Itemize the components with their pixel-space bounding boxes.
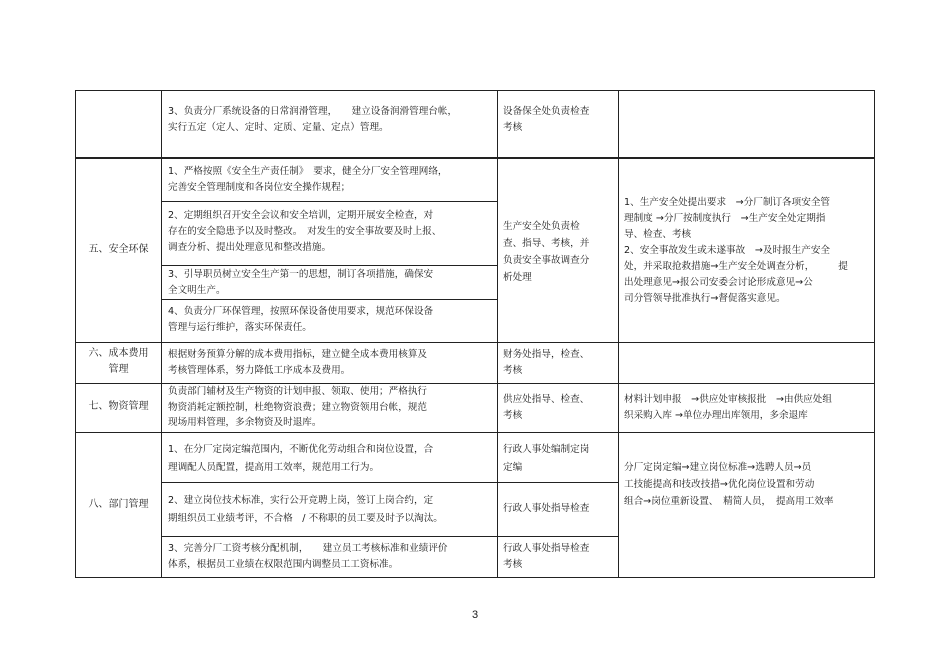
safety-duty-4: 4、负责分厂环保管理，按照环保设备使用要求，规范环保设备 管理与运行维护，落实环保责任。 <box>168 306 434 333</box>
equipment-lubrication-duty: 3、负责分厂系统设备的日常润滑管理， 建立设备润滑管理台帐， 实行五定（定人、定时、定质、定量、定点）管理。 <box>168 106 458 133</box>
dept-duty-2: 2、建立岗位技术标准，实行公开竞聘上岗，签订上岗合约，定 期组织员工业绩考评，不合格 / 不称职的员工要及时予以淘汰。 <box>168 495 443 524</box>
dept-duty-1: 1、在分厂定岗定编范围内，不断优化劳动组合和岗位设置，合 理调配人员配置，提高用工效率，规范用工行为。 <box>168 444 434 473</box>
cost-duty: 根据财务预算分解的成本费用指标，建立健全成本费用核算及 考核管理体系，努力降低工序成本及费用。 <box>168 349 428 376</box>
material-check: 供应处指导、检查、 考核 <box>503 394 590 421</box>
equipment-lubrication-check: 设备保全处负责检查 考核 <box>503 106 590 133</box>
safety-flow: 1、生产安全处提出要求 →分厂制订各项安全管 理制度 →分厂按制度执行 →生产安全处定期指 导、检查、考核 2、安全事故发生或未遂事故 →及时报生产安全 处，并采取抢救措施→生产安全处调查分析， 提 出处理意见→报公司安委会讨论形成意见→公 司分管领导批准执行→督促落实意见。 <box>624 197 848 304</box>
material-flow: 材料计划申报 →供应处审核报批 →由供应处组 织采购入库 →单位办理出库领用，多余退库 <box>624 394 832 421</box>
page-number: 3 <box>471 609 479 621</box>
dept-check-3: 行政人事处指导检查 考核 <box>503 543 590 570</box>
dept-flow: 分厂定岗定编→建立岗位标准→选聘人员→员 工技能提高和技改技措→优化岗位设置和劳动 组合→岗位重新设置、 精简人员， 提高用工效率 <box>624 462 834 507</box>
safety-duty-2: 2、定期组织召开安全会议和安全培训，定期开展安全检查，对 存在的安全隐患予以及时整改。 对发生的安全事故要及时上报、 调查分析、提出处理意见和整改措施。 <box>168 210 442 253</box>
section-label-material: 七、物资管理 <box>88 401 149 412</box>
safety-duty-1: 1、严格按照《安全生产责任制》 要求，健全分厂安全管理网络， 完善安全管理制度和各岗位安全操作规程； <box>168 166 448 193</box>
section-label-safety: 五、安全环保 <box>88 244 149 255</box>
cost-check: 财务处指导，检查、 考核 <box>503 349 590 376</box>
safety-check: 生产安全处负责检 查、指导、考核，并 负责安全事故调查分 析处理 <box>503 221 590 283</box>
dept-check-1: 行政人事处编制定岗 定编 <box>503 444 590 473</box>
section-label-dept: 八、部门管理 <box>88 499 149 510</box>
safety-duty-3: 3、引导职员树立安全生产第一的思想，制订各项措施，确保安 全文明生产。 <box>168 269 434 296</box>
dept-check-2: 行政人事处指导检查 <box>503 503 590 514</box>
material-duty: 负责部门辅材及生产物资的计划申报、领取、使用；严格执行 物资消耗定额控制，杜绝物资浪费；建立物资领用台帐，规范 现场用料管理，多余物资及时退库。 <box>168 386 428 428</box>
section-label-cost: 六、成本费用 管理 <box>88 348 149 375</box>
dept-duty-3: 3、完善分厂工资考核分配机制， 建立员工考核标准和业绩评价 体系，根据员工业绩在权限范围内调整员工工资标准。 <box>168 543 448 570</box>
